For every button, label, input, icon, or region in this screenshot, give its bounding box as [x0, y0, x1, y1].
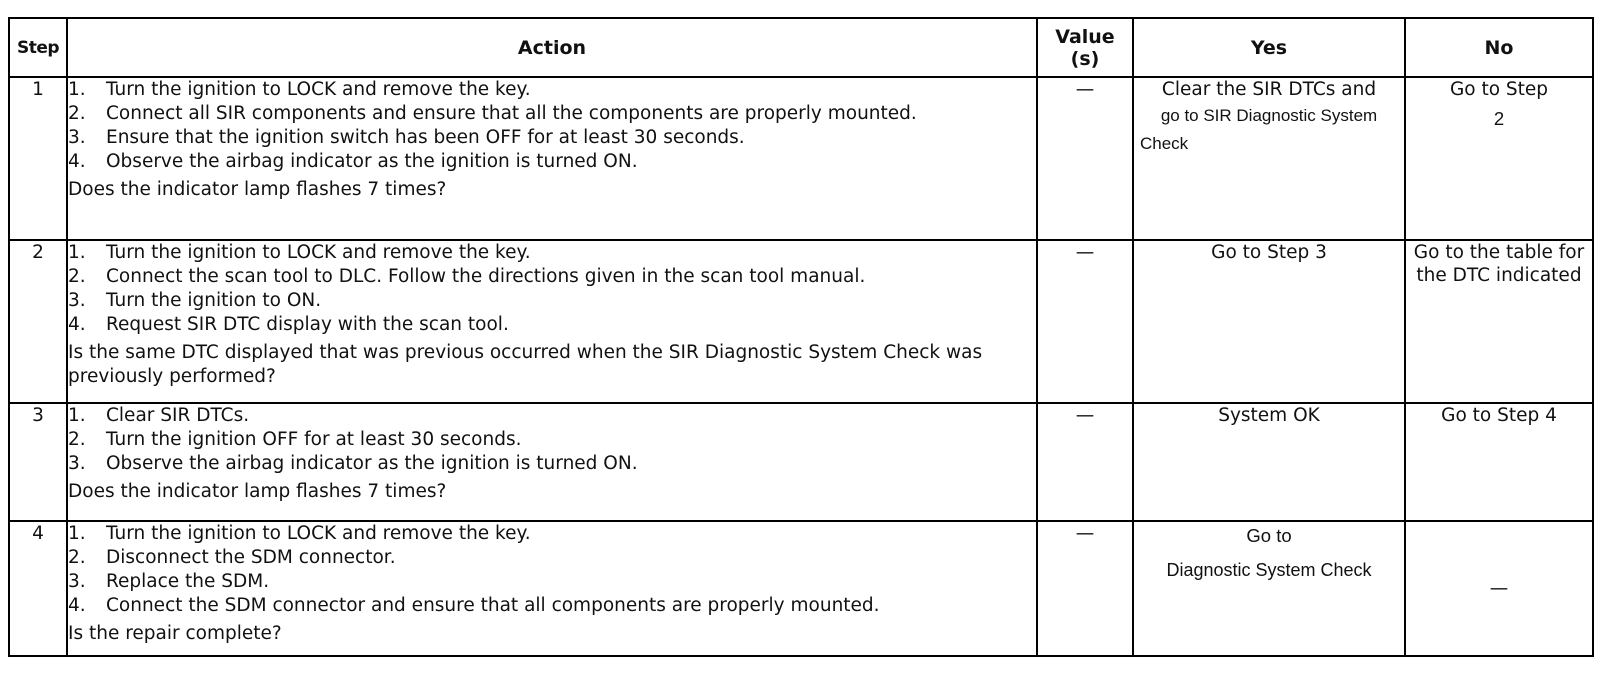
table-row: [9, 403, 1593, 521]
yes-cell: [1133, 521, 1405, 656]
diagnostic-table: [8, 17, 1594, 657]
step-number: 4: [9, 521, 67, 656]
header-step: Step: [9, 18, 67, 77]
yes-text: Go to: [1246, 525, 1292, 546]
no-cell: Go to Step 4: [1405, 403, 1593, 521]
value-cell: —: [1037, 521, 1133, 656]
header-action: Action: [67, 18, 1037, 77]
action-item: 3. Ensure that the ignition switch has been OFF for at least 30 seconds.: [68, 127, 745, 148]
action-item: 3. Replace the SDM.: [68, 571, 270, 592]
no-text: 2: [1493, 108, 1505, 129]
action-question: Is the repair complete?: [68, 623, 282, 644]
value-cell: —: [1037, 77, 1133, 240]
yes-cell: [1133, 77, 1405, 240]
step-number: 3: [9, 403, 67, 521]
action-item: 2. Connect all SIR components and ensure that all the components are properly mounted.: [68, 103, 917, 124]
action-item: 1. Clear SIR DTCs.: [68, 405, 250, 426]
action-question: Does the indicator lamp flashes 7 times?: [68, 481, 447, 502]
no-text: Go to Step: [1449, 79, 1549, 100]
action-item: 3. Turn the ignition to ON.: [68, 290, 322, 311]
yes-text: Diagnostic System Check: [1166, 560, 1372, 580]
action-item: 1. Turn the ignition to LOCK and remove the key.: [68, 79, 531, 100]
action-item: 2. Connect the scan tool to DLC. Follow the directions given in the scan tool manual.: [68, 266, 866, 287]
action-item: 3. Observe the airbag indicator as the ignition is turned ON.: [68, 453, 638, 474]
action-cell: [67, 240, 1037, 403]
action-item: 4. Connect the SDM connector and ensure that all components are properly mounted.: [68, 595, 880, 616]
table-row: [9, 521, 1593, 656]
action-list: [68, 241, 1036, 337]
action-cell: [67, 403, 1037, 521]
header-no: No: [1405, 18, 1593, 77]
yes-cell: System OK: [1133, 403, 1405, 521]
header-row: [9, 18, 1593, 77]
action-item: 1. Turn the ignition to LOCK and remove the key.: [68, 523, 531, 544]
action-item: 2. Turn the ignition OFF for at least 30 seconds.: [68, 429, 522, 450]
value-cell: —: [1037, 403, 1133, 521]
action-item: 2. Disconnect the SDM connector.: [68, 547, 396, 568]
yes-text: Check: [1140, 134, 1189, 153]
action-question: Does the indicator lamp flashes 7 times?: [68, 179, 447, 200]
yes-text: go to SIR Diagnostic System: [1160, 106, 1378, 125]
header-value: Value (s): [1037, 18, 1133, 77]
table-row: [9, 240, 1593, 403]
action-list: [68, 78, 1036, 174]
header-yes: Yes: [1133, 18, 1405, 77]
action-item: 1. Turn the ignition to LOCK and remove the key.: [68, 242, 531, 263]
no-cell: [1405, 77, 1593, 240]
action-cell: [67, 77, 1037, 240]
action-cell: [67, 521, 1037, 656]
yes-text: Clear the SIR DTCs and: [1161, 79, 1377, 100]
yes-cell: Go to Step 3: [1133, 240, 1405, 403]
table-row: [9, 77, 1593, 240]
value-cell: —: [1037, 240, 1133, 403]
action-item: 4. Observe the airbag indicator as the ignition is turned ON.: [68, 151, 638, 172]
action-list: [68, 404, 1036, 476]
action-question: Is the same DTC displayed that was previous occurred when the SIR Diagnostic System Check was previously performed?: [68, 342, 983, 387]
action-item: 4. Request SIR DTC display with the scan tool.: [68, 314, 509, 335]
step-number: 1: [9, 77, 67, 240]
action-list: [68, 522, 1036, 618]
no-cell: —: [1405, 521, 1593, 656]
step-number: 2: [9, 240, 67, 403]
no-cell: Go to the table for the DTC indicated: [1405, 240, 1593, 403]
